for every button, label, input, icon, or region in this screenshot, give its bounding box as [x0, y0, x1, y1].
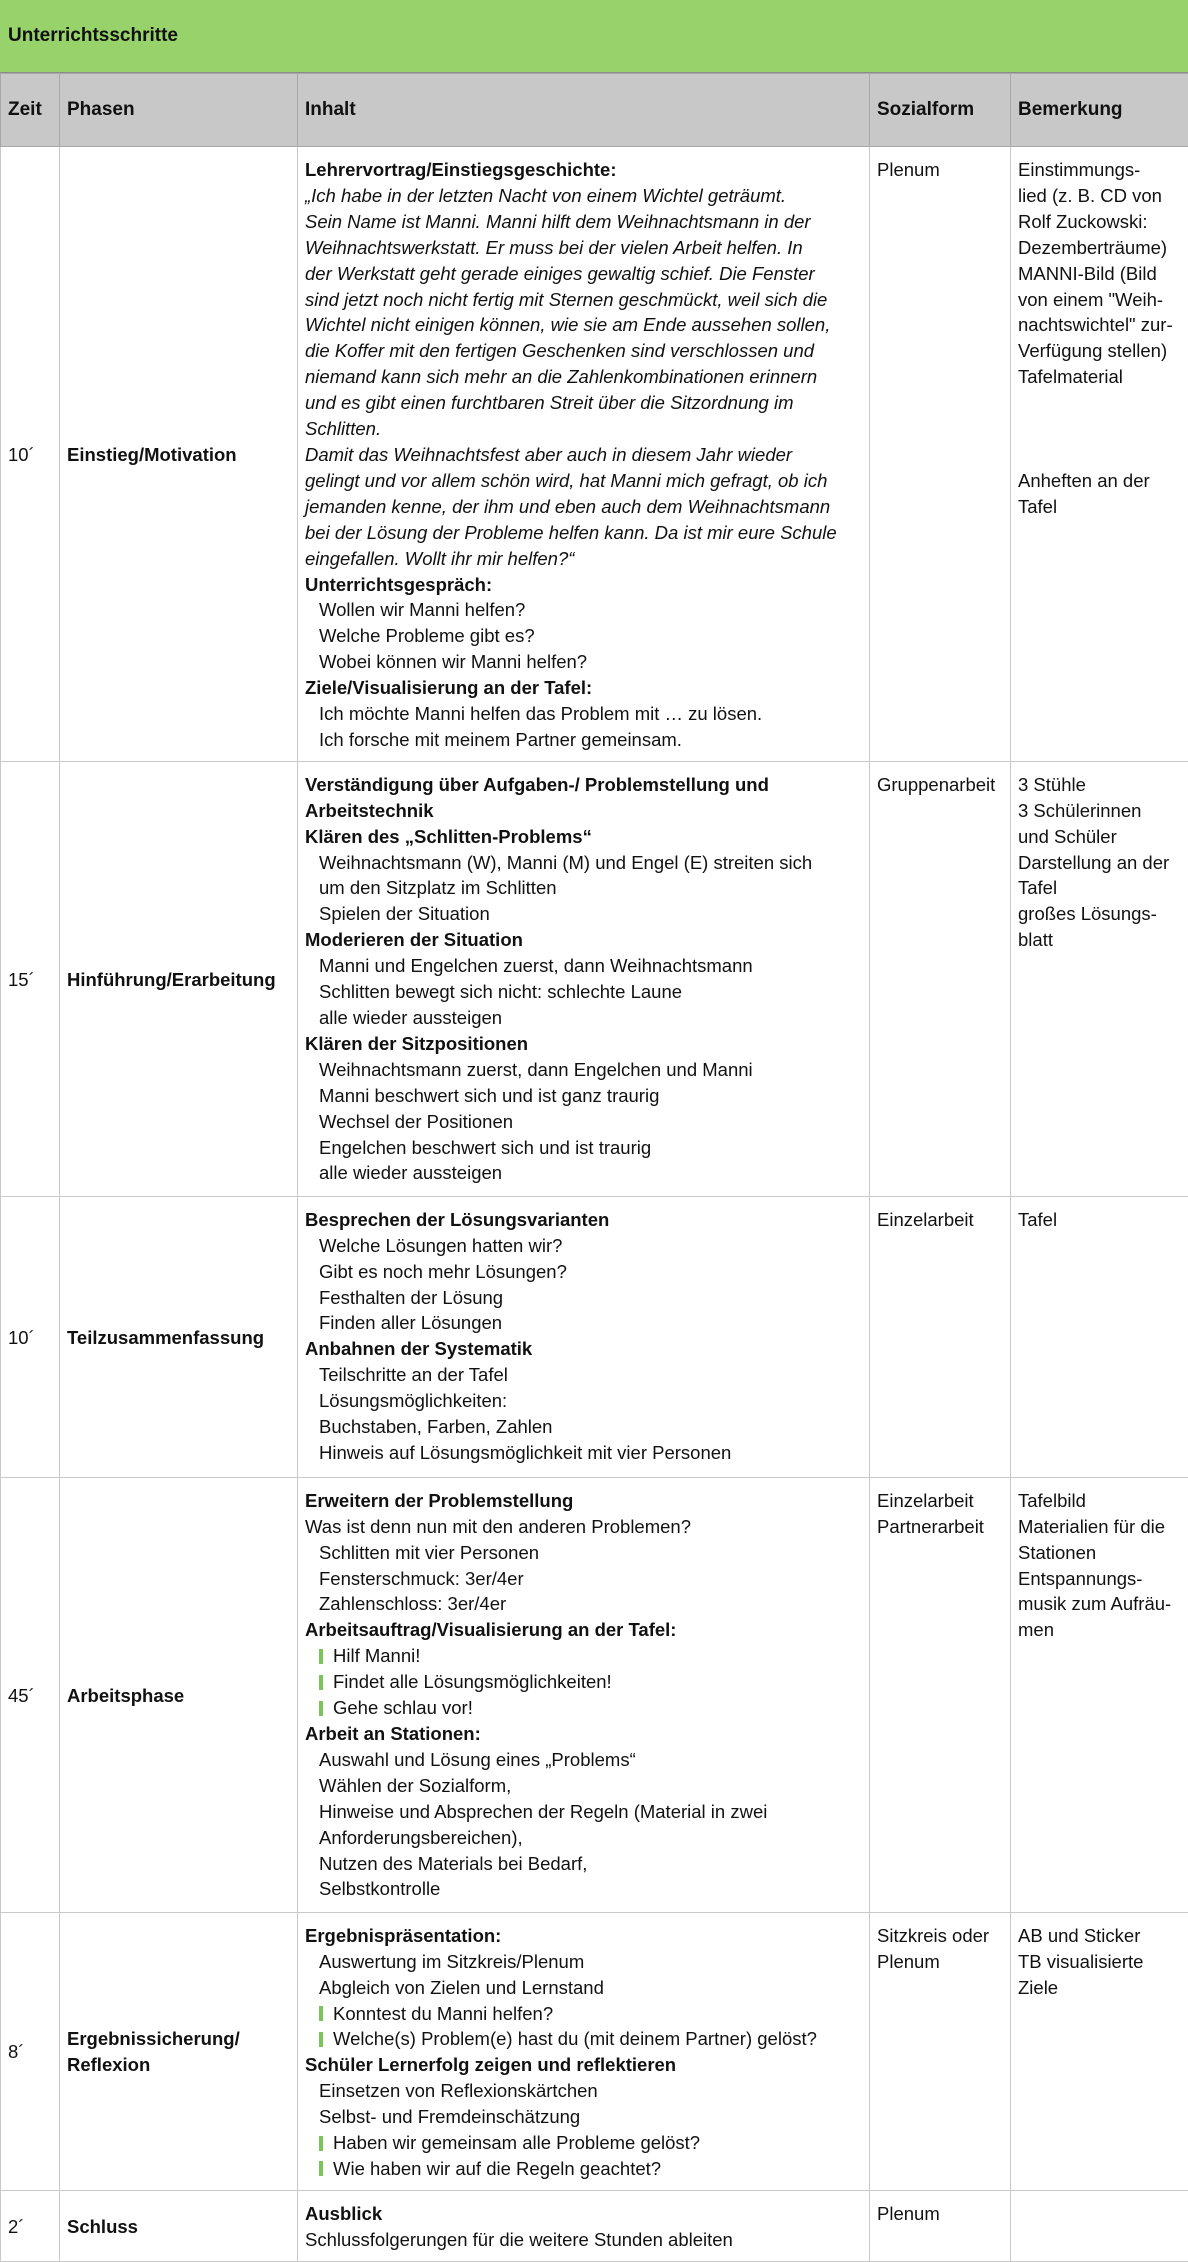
bullet-marker-icon: [319, 1701, 323, 1716]
cell-phase: Teilzusammenfassung: [60, 1196, 298, 1477]
header-inhalt: Inhalt: [298, 74, 870, 147]
cell-sozialform: [870, 761, 1011, 1196]
inhalt-item: Wollen wir Manni helfen?: [305, 597, 863, 623]
bemerkung-text: von einem "Weih-: [1018, 287, 1182, 313]
inhalt-text: Schlussfolgerungen für die weitere Stunden ableiten: [305, 2227, 863, 2253]
inhalt-story-line: eingefallen. Wollt ihr mir helfen?“: [305, 546, 863, 572]
cell-bemerkung: [1011, 1196, 1188, 1477]
sozialform-text: Plenum: [877, 1949, 1004, 1975]
sozialform-text: Plenum: [877, 2201, 1004, 2227]
inhalt-heading: Verständigung über Aufgaben-/ Problemstellung und: [305, 772, 863, 798]
bemerkung-text: Ziele: [1018, 1975, 1182, 2001]
inhalt-item: Finden aller Lösungen: [305, 1310, 863, 1336]
cell-sozialform: [870, 1196, 1011, 1477]
bemerkung-text: Darstellung an der: [1018, 850, 1182, 876]
bullet-text: Findet alle Lösungsmöglichkeiten!: [333, 1669, 612, 1695]
bemerkung-text: AB und Sticker: [1018, 1923, 1182, 1949]
inhalt-item: Gibt es noch mehr Lösungen?: [305, 1259, 863, 1285]
cell-bemerkung: [1011, 1477, 1188, 1912]
cell-sozialform: [870, 1477, 1011, 1912]
header-sozialform: Sozialform: [870, 74, 1011, 147]
cell-zeit: 10´: [1, 147, 60, 762]
bemerkung-text: nachtswichtel" zur-: [1018, 312, 1182, 338]
inhalt-item: Wobei können wir Manni helfen?: [305, 649, 863, 675]
inhalt-text: Was ist denn nun mit den anderen Problemen?: [305, 1514, 863, 1540]
inhalt-story-line: die Koffer mit den fertigen Geschenken sind verschlossen und: [305, 338, 863, 364]
bemerkung-text: 3 Stühle: [1018, 772, 1182, 798]
cell-phase: Arbeitsphase: [60, 1477, 298, 1912]
bemerkung-text: Tafel: [1018, 875, 1182, 901]
table-row: [1, 1196, 1188, 1477]
inhalt-item: Engelchen beschwert sich und ist traurig: [305, 1135, 863, 1161]
cell-phase: Hinführung/Erarbeitung: [60, 761, 298, 1196]
inhalt-item: Buchstaben, Farben, Zahlen: [305, 1414, 863, 1440]
spacer: [1018, 390, 1182, 468]
inhalt-heading: Ausblick: [305, 2201, 863, 2227]
bemerkung-text: Verfügung stellen): [1018, 338, 1182, 364]
inhalt-item: Abgleich von Zielen und Lernstand: [305, 1975, 863, 2001]
bemerkung-text: Tafel: [1018, 494, 1182, 520]
inhalt-story-line: gelingt und vor allem schön wird, hat Manni mich gefragt, ob ich: [305, 468, 863, 494]
inhalt-heading: Klären der Sitzpositionen: [305, 1031, 863, 1057]
inhalt-item: Zahlenschloss: 3er/4er: [305, 1591, 863, 1617]
cell-bemerkung: [1011, 147, 1188, 762]
lesson-steps-table: [0, 73, 1188, 2262]
cell-zeit: 2´: [1, 2190, 60, 2261]
inhalt-bullet-item: [305, 1669, 863, 1695]
sozialform-text: Plenum: [877, 157, 1004, 183]
inhalt-heading: Ergebnispräsentation:: [305, 1923, 863, 1949]
table-row: [1, 2190, 1188, 2261]
inhalt-story-line: niemand kann sich mehr an die Zahlenkombinationen erinnern: [305, 364, 863, 390]
inhalt-item: Anforderungsbereichen),: [305, 1825, 863, 1851]
inhalt-story-line: jemanden kenne, der ihm und eben auch dem Weihnachtsmann: [305, 494, 863, 520]
inhalt-story-line: und es gibt einen furchtbaren Streit über die Sitzordnung im: [305, 390, 863, 416]
header-row: [1, 74, 1188, 147]
inhalt-bullet-item: [305, 2026, 863, 2052]
bemerkung-text: Tafel: [1018, 1207, 1182, 1233]
inhalt-heading: Besprechen der Lösungsvarianten: [305, 1207, 863, 1233]
bemerkung-text: Tafelmaterial: [1018, 364, 1182, 390]
table-title: Unterrichtsschritte: [0, 0, 1188, 73]
sozialform-text: Einzelarbeit: [877, 1488, 1004, 1514]
inhalt-item: Fensterschmuck: 3er/4er: [305, 1566, 863, 1592]
bemerkung-text: men: [1018, 1617, 1182, 1643]
inhalt-item: alle wieder aussteigen: [305, 1160, 863, 1186]
bemerkung-text: 3 Schülerinnen: [1018, 798, 1182, 824]
inhalt-item: Selbst- und Fremdeinschätzung: [305, 2104, 863, 2130]
inhalt-item: Festhalten der Lösung: [305, 1285, 863, 1311]
bullet-marker-icon: [319, 2032, 323, 2047]
inhalt-item: Spielen der Situation: [305, 901, 863, 927]
inhalt-bullet-item: [305, 1695, 863, 1721]
inhalt-heading: Arbeitsauftrag/Visualisierung an der Tafel:: [305, 1617, 863, 1643]
inhalt-heading: Schüler Lernerfolg zeigen und reflektieren: [305, 2052, 863, 2078]
cell-zeit: 45´: [1, 1477, 60, 1912]
inhalt-heading: Klären des „Schlitten-Problems“: [305, 824, 863, 850]
table-row: [1, 147, 1188, 762]
inhalt-bullet-item: [305, 2001, 863, 2027]
inhalt-item: Teilschritte an der Tafel: [305, 1362, 863, 1388]
cell-zeit: 8´: [1, 1912, 60, 2190]
cell-inhalt: [298, 147, 870, 762]
table-row: [1, 761, 1188, 1196]
inhalt-item: Welche Probleme gibt es?: [305, 623, 863, 649]
table-row: [1, 1912, 1188, 2190]
inhalt-item: Manni beschwert sich und ist ganz traurig: [305, 1083, 863, 1109]
inhalt-item: Auswertung im Sitzkreis/Plenum: [305, 1949, 863, 1975]
inhalt-story-line: Damit das Weihnachtsfest aber auch in diesem Jahr wieder: [305, 442, 863, 468]
inhalt-item: um den Sitzplatz im Schlitten: [305, 875, 863, 901]
bemerkung-text: großes Lösungs-: [1018, 901, 1182, 927]
sozialform-text: Partnerarbeit: [877, 1514, 1004, 1540]
header-bemerkung: Bemerkung: [1011, 74, 1188, 147]
bullet-text: Hilf Manni!: [333, 1643, 420, 1669]
inhalt-story-line: bei der Lösung der Probleme helfen kann. Da ist mir eure Schule: [305, 520, 863, 546]
inhalt-item: Ich möchte Manni helfen das Problem mit … zu lösen.: [305, 701, 863, 727]
bemerkung-text: Stationen: [1018, 1540, 1182, 1566]
inhalt-heading: Erweitern der Problemstellung: [305, 1488, 863, 1514]
bullet-marker-icon: [319, 1675, 323, 1690]
inhalt-story-line: sind jetzt noch nicht fertig mit Sternen geschmückt, weil sich die: [305, 287, 863, 313]
inhalt-story-line: „Ich habe in der letzten Nacht von einem Wichtel geträumt.: [305, 183, 863, 209]
cell-inhalt: [298, 1196, 870, 1477]
cell-bemerkung: [1011, 1912, 1188, 2190]
cell-inhalt: [298, 2190, 870, 2261]
cell-inhalt: [298, 761, 870, 1196]
bullet-text: Gehe schlau vor!: [333, 1695, 473, 1721]
bemerkung-text: Anheften an der: [1018, 468, 1182, 494]
inhalt-item: Wechsel der Positionen: [305, 1109, 863, 1135]
cell-inhalt: [298, 1912, 870, 2190]
inhalt-bullet-item: [305, 1643, 863, 1669]
inhalt-heading: Lehrervortrag/Einstiegsgeschichte:: [305, 157, 863, 183]
inhalt-item: Weihnachtsmann (W), Manni (M) und Engel (E) streiten sich: [305, 850, 863, 876]
inhalt-item: Selbstkontrolle: [305, 1876, 863, 1902]
cell-phase: Ergebnissicherung/ Reflexion: [60, 1912, 298, 2190]
bemerkung-text: Entspannungs-: [1018, 1566, 1182, 1592]
bemerkung-text: Dezemberträume): [1018, 235, 1182, 261]
bullet-marker-icon: [319, 1649, 323, 1664]
bemerkung-text: musik zum Aufräu-: [1018, 1591, 1182, 1617]
header-zeit: Zeit: [1, 74, 60, 147]
bullet-marker-icon: [319, 2161, 323, 2176]
cell-bemerkung: [1011, 2190, 1188, 2261]
bemerkung-text: und Schüler: [1018, 824, 1182, 850]
cell-zeit: 15´: [1, 761, 60, 1196]
cell-sozialform: [870, 2190, 1011, 2261]
inhalt-item: alle wieder aussteigen: [305, 1005, 863, 1031]
inhalt-item: Hinweis auf Lösungsmöglichkeit mit vier Personen: [305, 1440, 863, 1466]
inhalt-heading: Anbahnen der Systematik: [305, 1336, 863, 1362]
bullet-text: Wie haben wir auf die Regeln geachtet?: [333, 2156, 661, 2182]
inhalt-item: Ich forsche mit meinem Partner gemeinsam.: [305, 727, 863, 753]
bullet-text: Haben wir gemeinsam alle Probleme gelöst?: [333, 2130, 700, 2156]
inhalt-item: Auswahl und Lösung eines „Problems“: [305, 1747, 863, 1773]
sozialform-text: Sitzkreis oder: [877, 1923, 1004, 1949]
cell-phase: Einstieg/Motivation: [60, 147, 298, 762]
inhalt-heading: Moderieren der Situation: [305, 927, 863, 953]
cell-bemerkung: [1011, 761, 1188, 1196]
bemerkung-text: TB visualisierte: [1018, 1949, 1182, 1975]
inhalt-heading: Ziele/Visualisierung an der Tafel:: [305, 675, 863, 701]
inhalt-bullet-item: [305, 2156, 863, 2182]
inhalt-item: Schlitten mit vier Personen: [305, 1540, 863, 1566]
inhalt-item: Hinweise und Absprechen der Regeln (Material in zwei: [305, 1799, 863, 1825]
cell-zeit: 10´: [1, 1196, 60, 1477]
sozialform-text: Einzelarbeit: [877, 1207, 1004, 1233]
cell-sozialform: [870, 1912, 1011, 2190]
inhalt-item: Nutzen des Materials bei Bedarf,: [305, 1851, 863, 1877]
bemerkung-text: MANNI-Bild (Bild: [1018, 261, 1182, 287]
cell-phase: Schluss: [60, 2190, 298, 2261]
inhalt-item: Welche Lösungen hatten wir?: [305, 1233, 863, 1259]
inhalt-item: Weihnachtsmann zuerst, dann Engelchen und Manni: [305, 1057, 863, 1083]
bemerkung-text: Materialien für die: [1018, 1514, 1182, 1540]
inhalt-story-line: Sein Name ist Manni. Manni hilft dem Weihnachtsmann in der: [305, 209, 863, 235]
table-row: [1, 1477, 1188, 1912]
inhalt-story-line: der Werkstatt geht gerade einiges gewaltig schief. Die Fenster: [305, 261, 863, 287]
bullet-marker-icon: [319, 2136, 323, 2151]
cell-inhalt: [298, 1477, 870, 1912]
inhalt-heading: Arbeitstechnik: [305, 798, 863, 824]
inhalt-item: Wählen der Sozialform,: [305, 1773, 863, 1799]
inhalt-heading: Unterrichtsgespräch:: [305, 572, 863, 598]
bullet-marker-icon: [319, 2006, 323, 2021]
bullet-text: Welche(s) Problem(e) hast du (mit deinem Partner) gelöst?: [333, 2026, 817, 2052]
inhalt-item: Manni und Engelchen zuerst, dann Weihnachtsmann: [305, 953, 863, 979]
inhalt-item: Einsetzen von Reflexionskärtchen: [305, 2078, 863, 2104]
inhalt-story-line: Weihnachtswerkstatt. Er muss bei der vielen Arbeit helfen. In: [305, 235, 863, 261]
bemerkung-text: Tafelbild: [1018, 1488, 1182, 1514]
bemerkung-text: Einstimmungs-: [1018, 157, 1182, 183]
inhalt-heading: Arbeit an Stationen:: [305, 1721, 863, 1747]
bullet-text: Konntest du Manni helfen?: [333, 2001, 553, 2027]
inhalt-story-line: Wichtel nicht einigen können, wie sie am Ende aussehen sollen,: [305, 312, 863, 338]
cell-sozialform: [870, 147, 1011, 762]
header-phasen: Phasen: [60, 74, 298, 147]
bemerkung-text: Rolf Zuckowski:: [1018, 209, 1182, 235]
bemerkung-text: lied (z. B. CD von: [1018, 183, 1182, 209]
inhalt-story-line: Schlitten.: [305, 416, 863, 442]
sozialform-text: Gruppenarbeit: [877, 772, 1004, 798]
inhalt-bullet-item: [305, 2130, 863, 2156]
inhalt-item: Schlitten bewegt sich nicht: schlechte Laune: [305, 979, 863, 1005]
inhalt-item: Lösungsmöglichkeiten:: [305, 1388, 863, 1414]
bemerkung-text: blatt: [1018, 927, 1182, 953]
